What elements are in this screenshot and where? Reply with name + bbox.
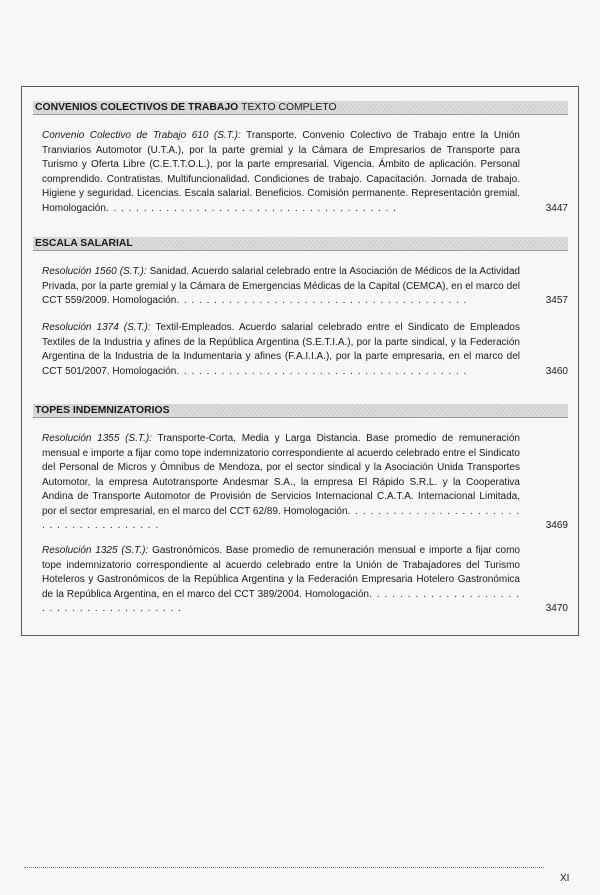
index-entry: [42, 544, 568, 617]
entry-description: Transporte-Corta, Media y Larga Distancia. Base promedio de remuneración mensual e importe a fijar como tope indemnizatorio correspondiente al acuerdo celebrado entre el Sindicato del Personal de Micros y Ómnibus de Mendoza, por el sector sindical y la Asociación Unida Transportes Automotor, la empresa Autotransporte Andesmar S.A., la empresa El Rápido S.R.L. y la Cooperativa Andina de Transporte Automotor de Provisión de Servicios Internacional C.A.T.A. Internacional Limitada, por el sector empresarial, en el marco del CCT 62/89. Homologación: [42, 433, 520, 517]
entry-text: [42, 129, 520, 216]
page-number: 3447: [545, 202, 568, 214]
footer-rule: [24, 867, 544, 868]
entry-text: [42, 544, 520, 617]
dot-leader: . . . . . . . . . . . . . . . . . . . . . . . . . . . . . . . . . . . . . . .: [176, 365, 468, 377]
entry-text: [42, 321, 520, 379]
entry-reference: Convenio Colectivo de Trabajo 610 (S.T.):: [42, 130, 241, 141]
entry-text: [42, 432, 520, 534]
section-heading-topes: [33, 404, 568, 418]
page-folio: XI: [560, 873, 570, 884]
section-title-suffix: TEXTO COMPLETO: [241, 102, 337, 113]
entry-description: Sanidad. Acuerdo salarial celebrado entre la Asociación de Médicos de la Actividad Privada, por la parte gremial y la Cámara de Emergencias Médicas de la Capital (CEMCA), en el marco del CCT 559/2009. Homologación: [42, 266, 520, 306]
index-entry: [42, 432, 568, 534]
entry-description: Textil-Empleados. Acuerdo salarial celebrado entre el Sindicato de Empleados Textiles de la Industria y afines de la República Argentina (S.E.T.I.A.), por la parte sindical, y la Federación Argentina de la Industria de la Indumentaria y afines (F.A.I.I.A.), por la parte empresaria, en el marco del CCT 501/2007. Homologación: [42, 322, 520, 377]
index-entry: [42, 265, 568, 309]
page-number: 3460: [545, 365, 568, 377]
entry-reference: Resolución 1355 (S.T.):: [42, 433, 152, 444]
entry-reference: Resolución 1560 (S.T.):: [42, 266, 147, 277]
entry-reference: Resolución 1325 (S.T.):: [42, 545, 149, 556]
section-title: ESCALA SALARIAL: [35, 238, 133, 249]
index-frame: [21, 86, 579, 636]
page-number: 3469: [545, 520, 568, 531]
dot-leader: . . . . . . . . . . . . . . . . . . . . . . . . . . . . . . . . . . . . . . .: [42, 588, 521, 614]
section-heading-escala: [33, 237, 568, 251]
dot-leader: . . . . . . . . . . . . . . . . . . . . . . . . . . . . . . . . . . . . . . .: [42, 505, 521, 531]
dot-leader: . . . . . . . . . . . . . . . . . . . . . . . . . . . . . . . . . . . . . . .: [105, 202, 397, 214]
section-title: TOPES INDEMNIZATORIOS: [35, 405, 170, 416]
page-number: 3470: [545, 603, 568, 614]
index-entry: [42, 321, 568, 379]
entry-description: Transporte. Convenio Colectivo de Trabajo entre la Unión Tranviarios Automotor (U.T.A.), por la parte gremial y la Cámara de Empresarios de Transporte para Turismo y Oferta Libre (C.E.T.T.O.L.), por la parte empresarial. Vigencia. Ámbito de aplicación. Personal comprendido. Contratistas. Multifuncionalidad. Condiciones de trabajo. Capacitación. Jornada de trabajo. Higiene y seguridad. Licencias. Escala salarial. Beneficios. Comisión permanente. Representación gremial. Homologación: [42, 130, 520, 214]
entry-reference: Resolución 1374 (S.T.):: [42, 322, 151, 333]
dot-leader: . . . . . . . . . . . . . . . . . . . . . . . . . . . . . . . . . . . . . . .: [176, 295, 468, 306]
section-title: CONVENIOS COLECTIVOS DE TRABAJO: [35, 102, 239, 113]
entry-text: [42, 265, 520, 309]
section-heading-convenios: [33, 101, 568, 115]
page-number: 3457: [545, 295, 568, 306]
entry-description: Gastronómicos. Base promedio de remuneración mensual e importe a fijar como tope indemnizatorio correspondiente al acuerdo celebrado entre la Unión de Trabajadores del Turismo Hoteleros y Gastronómicos de la República Argentina y la Federación Empresaria Hotelero Gastronómica de la República Argentina, en el marco del CCT 389/2004. Homologación: [42, 545, 520, 600]
index-entry: [42, 129, 568, 216]
